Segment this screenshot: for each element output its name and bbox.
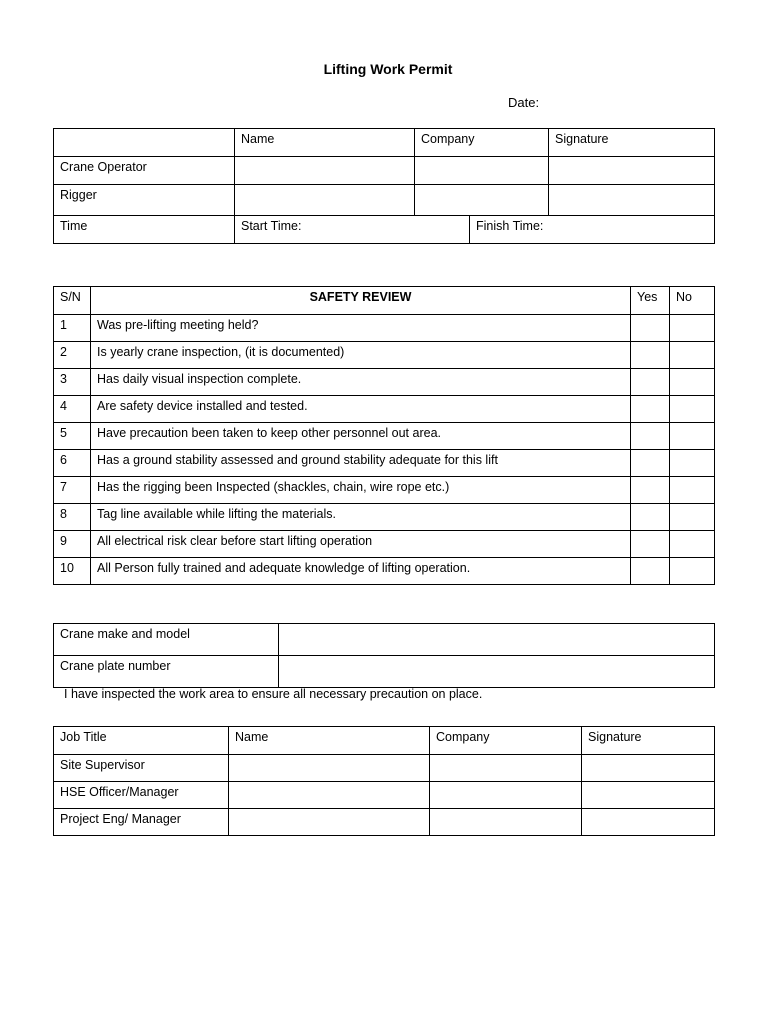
- crane-details-table: [53, 623, 715, 688]
- personnel-row-rigger: [54, 185, 715, 216]
- inspection-statement: I have inspected the work area to ensure all necessary precaution on place.: [64, 687, 483, 701]
- personnel-row-time: [54, 216, 715, 244]
- safety-review-row: [54, 342, 715, 369]
- safety-review-header-row: [54, 287, 715, 315]
- no-checkbox-cell[interactable]: [670, 477, 715, 504]
- safety-review-row: [54, 477, 715, 504]
- signoff-signature-field[interactable]: [582, 755, 715, 782]
- crane-make-model-label: Crane make and model: [54, 624, 279, 656]
- safety-review-row: [54, 396, 715, 423]
- item-question: Has the rigging been Inspected (shackles, chain, wire rope etc.): [91, 477, 631, 504]
- personnel-header-signature: Signature: [549, 129, 715, 157]
- safety-review-row: [54, 450, 715, 477]
- crane-plate-label: Crane plate number: [54, 656, 279, 688]
- item-number: 1: [54, 315, 91, 342]
- job-title-label: HSE Officer/Manager: [54, 782, 229, 809]
- no-checkbox-cell[interactable]: [670, 531, 715, 558]
- crane-plate-field[interactable]: [279, 656, 715, 688]
- no-header: No: [670, 287, 715, 315]
- date-label: Date:: [508, 95, 540, 110]
- no-checkbox-cell[interactable]: [670, 450, 715, 477]
- signoff-row: [54, 809, 715, 836]
- item-number: 10: [54, 558, 91, 585]
- yes-header: Yes: [631, 287, 670, 315]
- signoff-company-field[interactable]: [430, 782, 582, 809]
- start-time-field[interactable]: Start Time:: [235, 216, 470, 244]
- signoff-header-name: Name: [229, 727, 430, 755]
- personnel-header-blank: [54, 129, 235, 157]
- yes-checkbox-cell[interactable]: [631, 504, 670, 531]
- signoff-header-job-title: Job Title: [54, 727, 229, 755]
- no-checkbox-cell[interactable]: [670, 423, 715, 450]
- personnel-header-company: Company: [415, 129, 549, 157]
- personnel-header-name: Name: [235, 129, 415, 157]
- yes-checkbox-cell[interactable]: [631, 396, 670, 423]
- yes-checkbox-cell[interactable]: [631, 315, 670, 342]
- yes-checkbox-cell[interactable]: [631, 531, 670, 558]
- crane-operator-name-field[interactable]: [235, 157, 415, 185]
- item-number: 8: [54, 504, 91, 531]
- no-checkbox-cell[interactable]: [670, 342, 715, 369]
- signoff-company-field[interactable]: [430, 755, 582, 782]
- safety-review-header: SAFETY REVIEW: [91, 287, 631, 315]
- item-number: 4: [54, 396, 91, 423]
- safety-review-row: [54, 504, 715, 531]
- time-label: Time: [54, 216, 235, 244]
- yes-checkbox-cell[interactable]: [631, 450, 670, 477]
- item-number: 5: [54, 423, 91, 450]
- rigger-company-field[interactable]: [415, 185, 549, 216]
- personnel-row-crane-operator: [54, 157, 715, 185]
- no-checkbox-cell[interactable]: [670, 315, 715, 342]
- rigger-signature-field[interactable]: [549, 185, 715, 216]
- item-question: Has daily visual inspection complete.: [91, 369, 631, 396]
- item-number: 2: [54, 342, 91, 369]
- signoff-name-field[interactable]: [229, 809, 430, 836]
- yes-checkbox-cell[interactable]: [631, 558, 670, 585]
- signoff-signature-field[interactable]: [582, 809, 715, 836]
- item-question: Is yearly crane inspection, (it is documented): [91, 342, 631, 369]
- signoff-header-company: Company: [430, 727, 582, 755]
- personnel-table: [53, 128, 715, 244]
- signoff-table: [53, 726, 715, 836]
- item-question: Tag line available while lifting the materials.: [91, 504, 631, 531]
- no-checkbox-cell[interactable]: [670, 504, 715, 531]
- crane-make-model-row: [54, 624, 715, 656]
- item-question: Have precaution been taken to keep other personnel out area.: [91, 423, 631, 450]
- job-title-label: Project Eng/ Manager: [54, 809, 229, 836]
- personnel-header-row: [54, 129, 715, 157]
- item-number: 7: [54, 477, 91, 504]
- no-checkbox-cell[interactable]: [670, 558, 715, 585]
- safety-review-row: [54, 315, 715, 342]
- item-question: All Person fully trained and adequate knowledge of lifting operation.: [91, 558, 631, 585]
- yes-checkbox-cell[interactable]: [631, 477, 670, 504]
- item-number: 9: [54, 531, 91, 558]
- document-title: Lifting Work Permit: [323, 61, 453, 77]
- crane-operator-company-field[interactable]: [415, 157, 549, 185]
- yes-checkbox-cell[interactable]: [631, 342, 670, 369]
- no-checkbox-cell[interactable]: [670, 396, 715, 423]
- safety-review-row: [54, 558, 715, 585]
- no-checkbox-cell[interactable]: [670, 369, 715, 396]
- yes-checkbox-cell[interactable]: [631, 423, 670, 450]
- item-question: All electrical risk clear before start lifting operation: [91, 531, 631, 558]
- item-number: 6: [54, 450, 91, 477]
- yes-checkbox-cell[interactable]: [631, 369, 670, 396]
- signoff-signature-field[interactable]: [582, 782, 715, 809]
- crane-plate-row: [54, 656, 715, 688]
- item-question: Was pre-lifting meeting held?: [91, 315, 631, 342]
- rigger-name-field[interactable]: [235, 185, 415, 216]
- safety-review-row: [54, 531, 715, 558]
- signoff-name-field[interactable]: [229, 782, 430, 809]
- signoff-row: [54, 755, 715, 782]
- item-number: 3: [54, 369, 91, 396]
- crane-make-model-field[interactable]: [279, 624, 715, 656]
- crane-operator-signature-field[interactable]: [549, 157, 715, 185]
- safety-review-table: [53, 286, 715, 585]
- signoff-header-signature: Signature: [582, 727, 715, 755]
- item-question: Are safety device installed and tested.: [91, 396, 631, 423]
- item-question: Has a ground stability assessed and ground stability adequate for this lift: [91, 450, 631, 477]
- personnel-role-label: Rigger: [54, 185, 235, 216]
- job-title-label: Site Supervisor: [54, 755, 229, 782]
- personnel-role-label: Crane Operator: [54, 157, 235, 185]
- signoff-name-field[interactable]: [229, 755, 430, 782]
- finish-time-field[interactable]: Finish Time:: [470, 216, 715, 244]
- safety-review-row: [54, 423, 715, 450]
- safety-review-row: [54, 369, 715, 396]
- signoff-row: [54, 782, 715, 809]
- sn-header: S/N: [54, 287, 91, 315]
- signoff-header-row: [54, 727, 715, 755]
- signoff-company-field[interactable]: [430, 809, 582, 836]
